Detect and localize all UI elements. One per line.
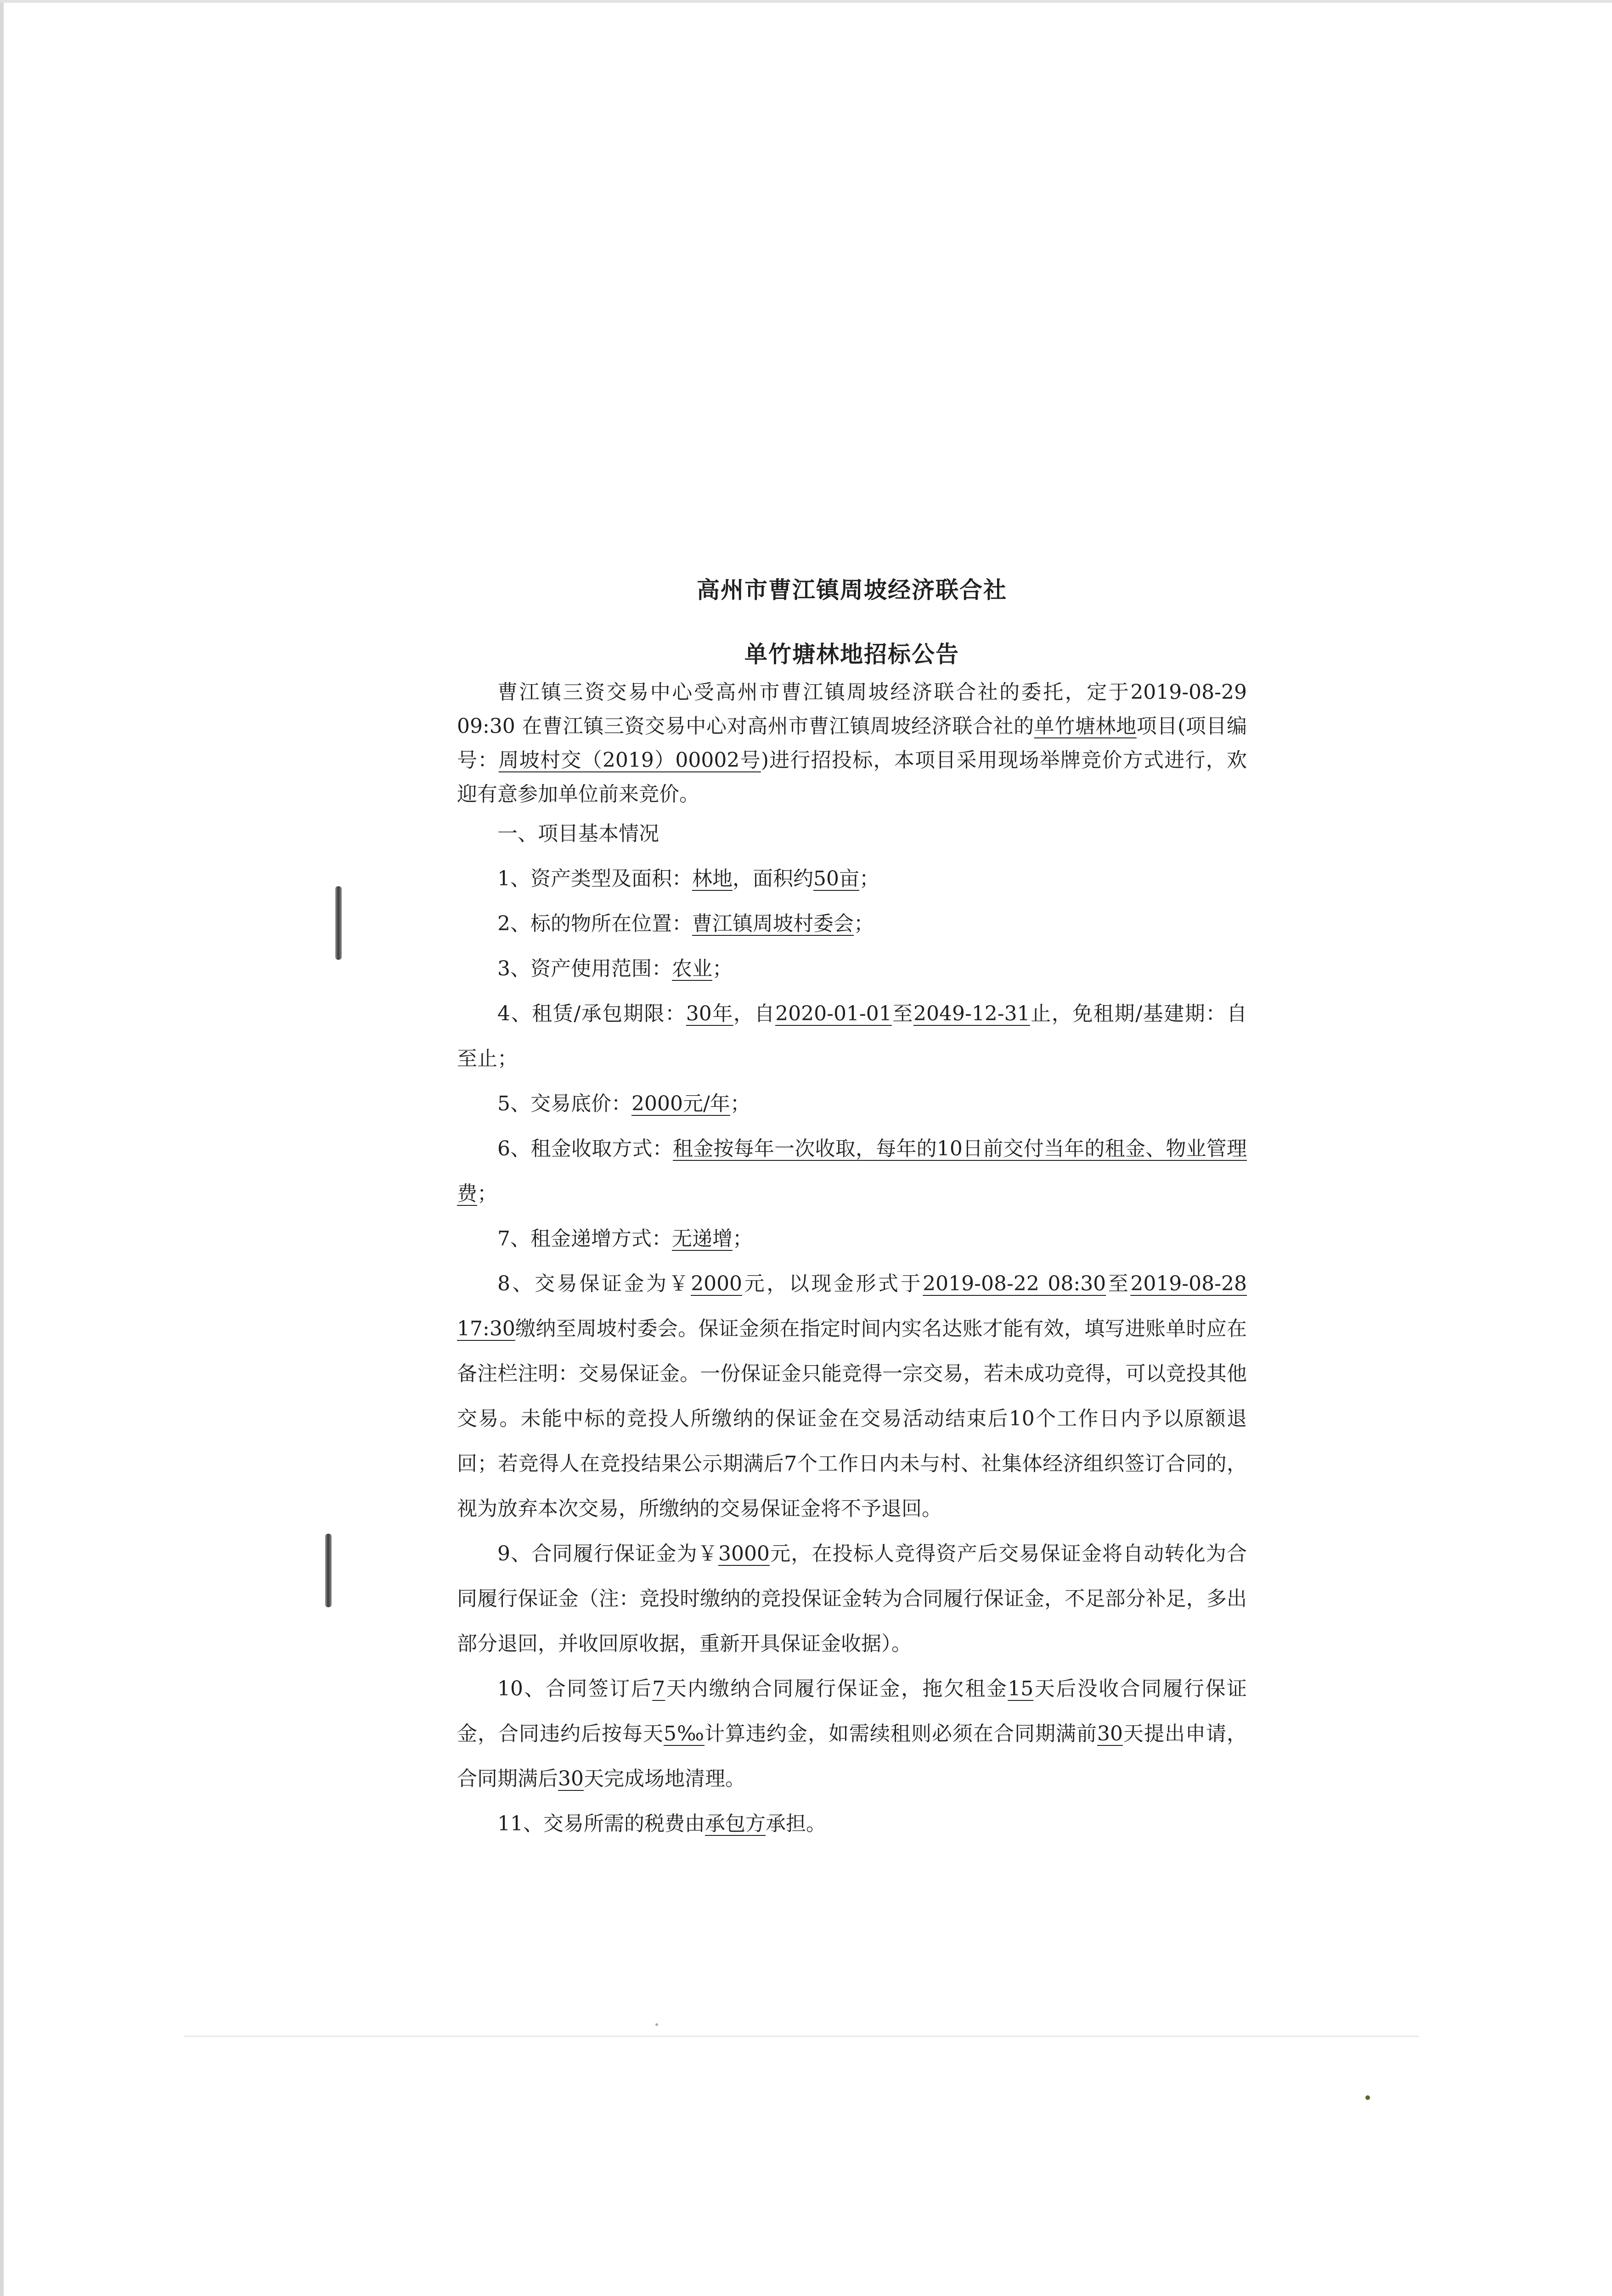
lease-end: 2049-12-31 (913, 1002, 1030, 1025)
scan-line (184, 2036, 1419, 2037)
item-4 (457, 991, 1247, 1081)
item-11 (457, 1801, 1247, 1846)
item-10 (457, 1666, 1247, 1801)
asset-area: 50亩 (813, 867, 859, 890)
item-label: 7、租金递增方式： (497, 1227, 672, 1250)
item-text: 天内缴纳合同履行保证金，拖欠租金 (665, 1677, 1008, 1700)
item-2 (457, 901, 1247, 946)
item-label: 11、交易所需的税费由 (497, 1812, 705, 1835)
penalty-rate: 5‰ (664, 1722, 705, 1745)
arrears-days: 15 (1008, 1677, 1034, 1700)
project-code: 周坡村交（2019）00002号 (498, 748, 761, 772)
asset-type: 林地 (692, 867, 733, 890)
deposit-end: 2019-08-28 17:30 (457, 1272, 1247, 1340)
intro-text-2: 2019-08-29 09:30 在曹江镇三资交易中心对高州市曹江镇周坡经济联合社的 (457, 681, 1247, 738)
item-text: 天完成场地清理。 (584, 1767, 745, 1790)
scan-edge-top (0, 0, 1612, 3)
item-text: ； (730, 1092, 750, 1115)
intro-paragraph (457, 675, 1247, 811)
bond-days: 7 (652, 1677, 665, 1700)
item-text: ； (477, 1182, 497, 1205)
item-5 (457, 1081, 1247, 1126)
item-label: 3、资产使用范围： (497, 957, 672, 980)
document-title-org: 高州市曹江镇周坡经济联合社 (697, 576, 1007, 603)
item-label: 5、交易底价： (497, 1092, 631, 1115)
lease-start: 2020-01-01 (775, 1002, 892, 1025)
item-7 (457, 1216, 1247, 1261)
item-label: 10、合同签订后 (497, 1677, 653, 1700)
reserve-price: 2000元/年 (631, 1092, 730, 1115)
staple-mark-top (335, 886, 342, 960)
intro-text-1: 曹江镇三资交易中心受高州市曹江镇周坡经济联合社的委托，定于 (497, 681, 1131, 704)
rent-collection: 租金按每年一次收取，每年的10日前交付当年的租金、物业管理费 (457, 1137, 1247, 1205)
item-text: ； (733, 1227, 753, 1250)
item-label: 1、资产类型及面积： (497, 867, 692, 890)
intro-text-3: 项目(项目编号： (457, 715, 1247, 772)
item-text: 天提出申请，合同期满后 (457, 1722, 1247, 1790)
item-text: 计算违约金，如需续租则必须在合同期满前 (705, 1722, 1098, 1745)
section-heading: 一、项目基本情况 (497, 822, 659, 845)
project-name: 单竹塘林地 (1034, 715, 1137, 738)
rent-increase: 无递增 (672, 1227, 733, 1250)
performance-bond: 3000 (718, 1542, 770, 1565)
lease-term: 30年 (686, 1002, 733, 1025)
document-title: 单竹塘林地招标公告 (744, 641, 959, 668)
item-text: 至 (1106, 1272, 1131, 1295)
item-label: 8、交易保证金为￥ (497, 1272, 691, 1295)
item-text: 承担。 (766, 1812, 826, 1835)
tax-payer: 承包方 (705, 1812, 766, 1835)
item-text: 天后没收合同履行保证金，合同违约后按每天 (457, 1677, 1247, 1745)
item-text: 元，以现金形式于 (742, 1272, 923, 1295)
clearance-days: 30 (558, 1767, 584, 1790)
item-label: 9、合同履行保证金为￥ (497, 1542, 718, 1565)
item-9 (457, 1531, 1247, 1666)
item-6 (457, 1126, 1247, 1216)
item-label: 4、租赁/承包期限： (497, 1002, 686, 1025)
item-text: 元，在投标人竞得资产后交易保证金将自动转化为合同履行保证金（注：竞投时缴纳的竞投保证金转为合同履行保证金，不足部分补足，多出部分退回，并收回原收据，重新开具保证金收据）。 (457, 1542, 1247, 1655)
deposit-amount: 2000 (691, 1272, 743, 1295)
scan-edge-left (0, 0, 4, 2296)
item-text: ，自 (733, 1002, 776, 1025)
deposit-start: 2019-08-22 08:30 (923, 1272, 1106, 1295)
intro-text-4: )进行招投标，本项目采用现场举牌竞价方式进行，欢迎有意参加单位前来竞价。 (457, 748, 1247, 806)
scan-speck (655, 2023, 658, 2026)
item-text: ； (859, 867, 879, 890)
item-text: ； (712, 957, 733, 980)
item-text: ，面积约 (733, 867, 813, 890)
item-8 (457, 1261, 1247, 1531)
announcement-document (457, 572, 1247, 1846)
scan-speck (1365, 2095, 1370, 2100)
staple-mark-bottom (325, 1534, 332, 1607)
item-text: 止，免租期/基建期：自至止； (457, 1002, 1247, 1070)
renewal-days: 30 (1097, 1722, 1123, 1745)
item-text: 至 (891, 1002, 913, 1025)
item-label: 2、标的物所在位置： (497, 912, 692, 935)
item-text: 缴纳至周坡村委会。保证金须在指定时间内实名达账才能有效，填写进账单时应在备注栏注明：交易保证金。一份保证金只能竞得一宗交易，若未成功竞得，可以竞投其他交易。未能中标的竞投人所缴纳的保证金在交易活动结束后10个工作日内予以原额退回；若竞得人在竞投结果公示期满后7个工作日内未与村、社集体经济组织签订合同的，视为放弃本次交易，所缴纳的交易保证金将不予退回。 (457, 1317, 1247, 1520)
asset-usage: 农业 (672, 957, 712, 980)
asset-location: 曹江镇周坡村委会 (692, 912, 854, 935)
item-3 (457, 946, 1247, 991)
item-text: ； (854, 912, 874, 935)
item-1 (457, 856, 1247, 901)
item-label: 6、租金收取方式： (497, 1137, 673, 1160)
